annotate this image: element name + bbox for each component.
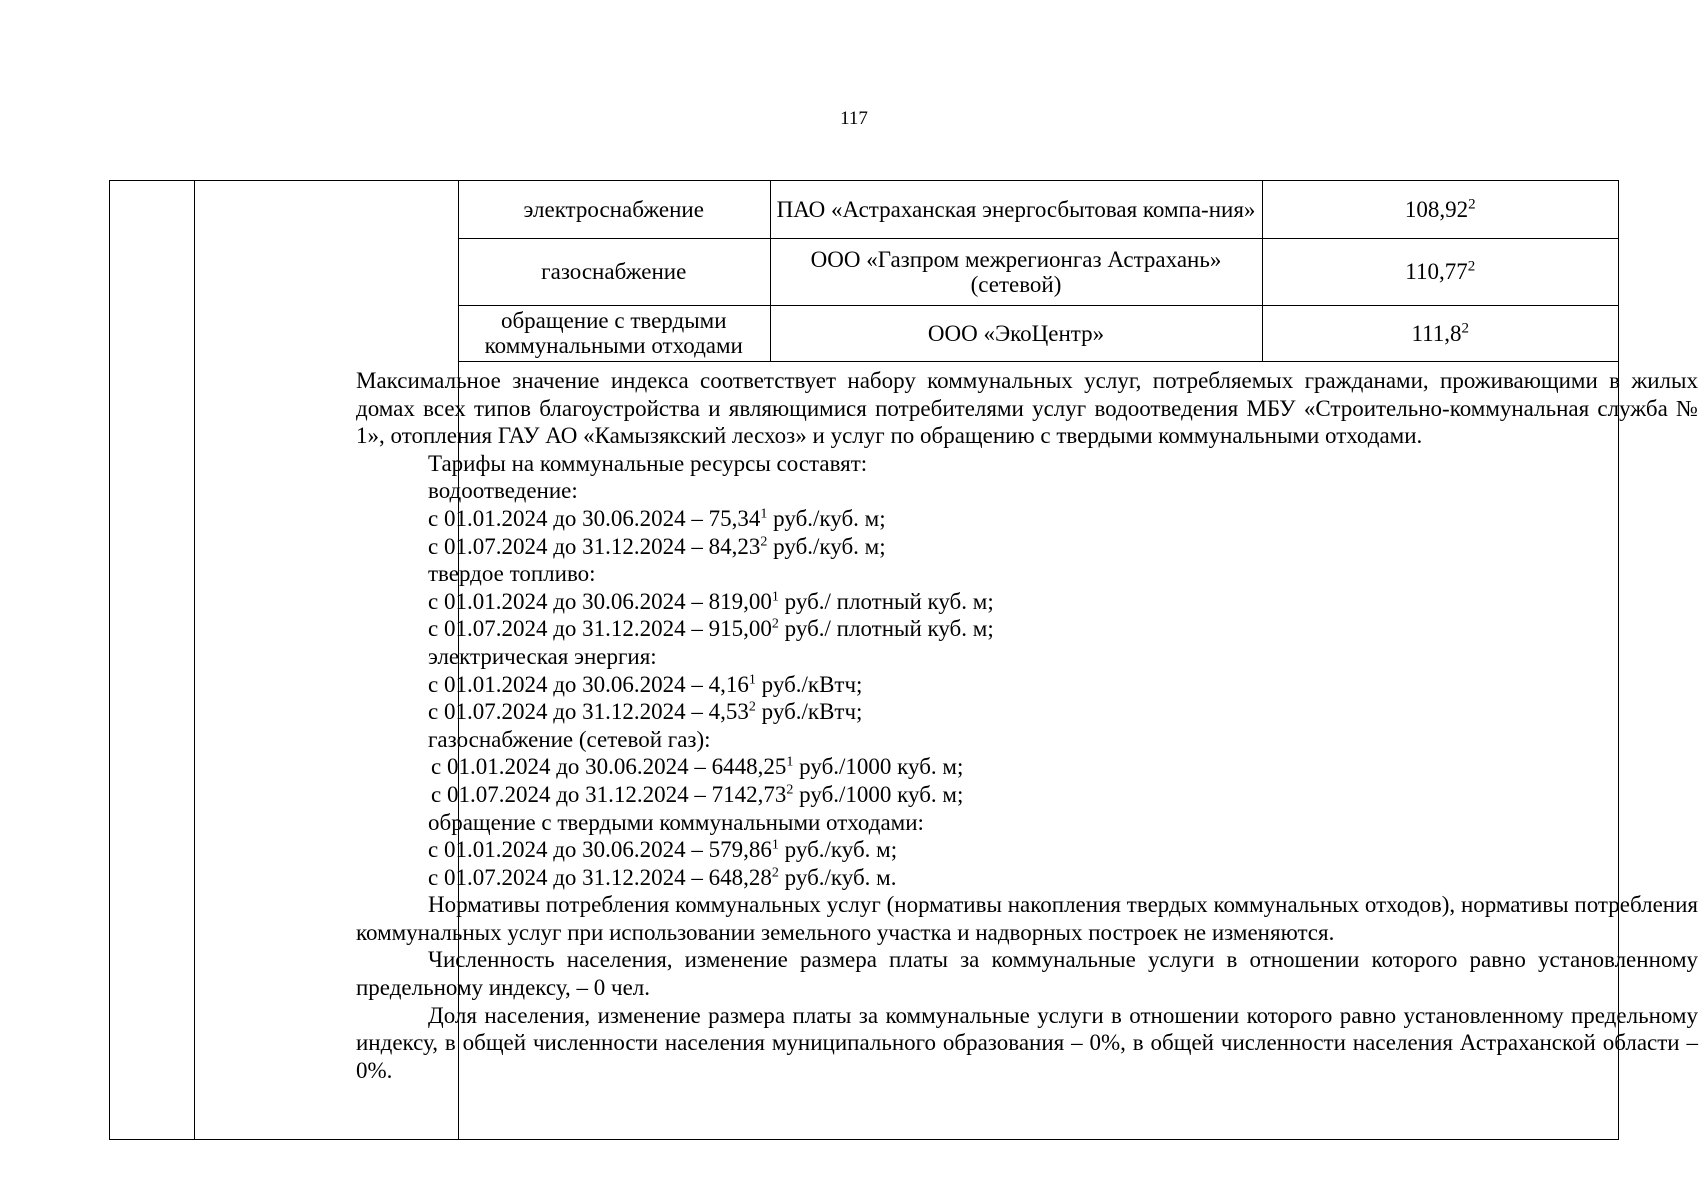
tariff-group-title: твердое топливо: [428,561,596,587]
tariff-line: с 01.01.2024 до 30.06.2024 – 819,00$^1$ руб./ плотный куб. м; [428,588,994,614]
tariff-line: с 01.07.2024 до 31.12.2024 – 4,53$^2$ руб./кВтч; [428,699,863,725]
tariff-line: с 01.01.2024 до 30.06.2024 – 579,86$^1$ руб./куб. м; [428,837,898,863]
index-value: 108,92$^2$ [1262,181,1618,238]
norms-paragraph: Нормативы потребления коммунальных услуг (нормативы накопления твердых коммунальных отходов), нормативы потребления коммунальных услуг при использовании земельного участка и надворных построек не изменяются. [356,892,1698,945]
service-name: газоснабжение [458,238,770,305]
tariff-line: с 01.07.2024 до 31.12.2024 – 648,28$^2$ руб./куб. м. [428,864,897,890]
index-value: 110,77$^2$ [1262,238,1618,305]
supplier-name: ООО «ЭкоЦентр» [770,305,1262,361]
service-name: электроснабжение [458,181,770,238]
tariff-line: с 01.07.2024 до 31.12.2024 – 915,00$^2$ руб./ плотный куб. м; [428,616,994,642]
tariff-group-title: электрическая энергия: [428,643,657,669]
tariff-group-title: обращение с твердыми коммунальными отходами: [428,809,924,835]
tariff-line: с 01.07.2024 до 31.12.2024 – 7142,73$^2$ руб./1000 куб. м; [431,781,964,807]
intro-paragraph: Максимальное значение индекса соответствует набору коммунальных услуг, потребляемых гражданами, проживающими в жилых домах всех типов благоустройства и являющимися потребителями услуг водоотведения МБУ «Строительно-коммунальная служба № 1», отопления ГАУ АО «Камызякский лесхоз» и услуг по обращению с твердыми коммунальными отходами. [356,368,1698,449]
tariff-line: с 01.07.2024 до 31.12.2024 – 84,23$^2$ руб./куб. м; [428,533,886,559]
population-paragraph: Численность населения, изменение размера платы за коммунальные услуги в отношении которого равно установленному предельному индексу, – 0 чел. [356,947,1698,1001]
page-number: 117 [840,108,868,129]
tariff-line: с 01.01.2024 до 30.06.2024 – 75,34$^1$ руб./куб. м; [428,505,886,531]
supplier-name: ПАО «Астраханская энергосбытовая компа-ния» [770,181,1262,238]
column-divider [194,181,195,1139]
tariff-group-title: водоотведение: [428,478,578,504]
share-paragraph: Доля населения, изменение размера платы за коммунальные услуги в отношении которого равно установленному предельному индексу, в общей численности населения муниципального образования – 0%, в общей численности населения Астраханской области – 0%. [356,1002,1698,1083]
tariff-group-title: газоснабжение (сетевой газ): [428,726,711,752]
service-name: обращение с твердыми коммунальными отходами [458,305,770,361]
tariff-line: с 01.01.2024 до 30.06.2024 – 4,16$^1$ руб./кВтч; [428,671,863,697]
supplier-name: ООО «Газпром межрегионгаз Астрахань» (сетевой) [770,238,1262,305]
tariffs-heading: Тарифы на коммунальные ресурсы составят: [428,450,868,476]
tariff-line: с 01.01.2024 до 30.06.2024 – 6448,25$^1$ руб./1000 куб. м; [431,754,964,780]
index-value: 111,8$^2$ [1262,305,1618,361]
description-block [356,181,1698,1084]
